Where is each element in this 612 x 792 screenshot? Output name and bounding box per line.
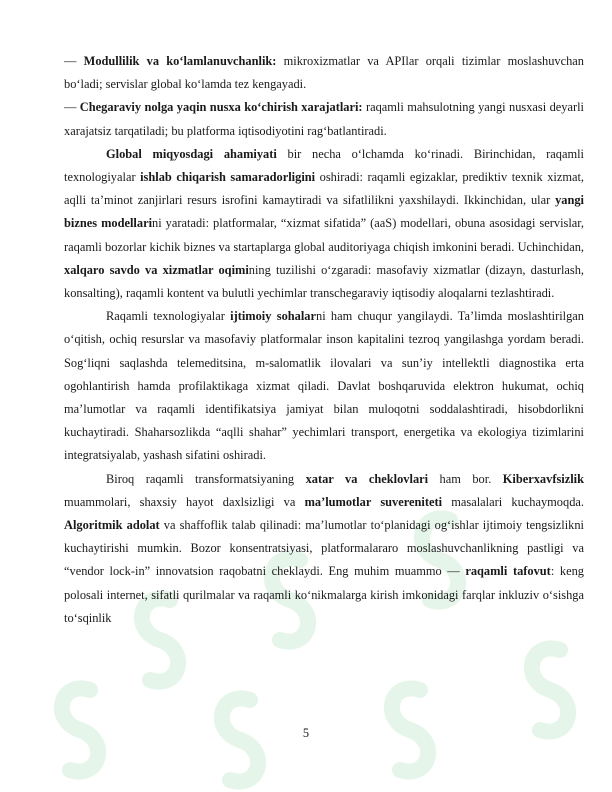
term: xalqaro savdo va xizmatlar oqimi — [64, 262, 249, 277]
term-modularity: Modullilik va ko‘lamlanuvchanlik: — [83, 54, 277, 68]
document-body — [64, 50, 584, 630]
page-number: 5 — [302, 726, 310, 740]
text: muammolari, shaxsiy hayot daxlsizligi va — [64, 494, 305, 509]
text: ni yaratadi: platformalar, “xizmat sifatida” (aaS) modellari, obuna asosidagi servislar, raqamli bozorlar kichik biznes va startaplarga global auditoriyaga chiqish imkonini beradi. Uchinchidan, — [64, 216, 584, 254]
term: Global miqyosdagi ahamiyati — [106, 146, 277, 161]
term: ishlab chiqarish samaradorligini — [140, 170, 316, 185]
paragraph-risks — [64, 468, 584, 630]
em-dash: — — [64, 100, 77, 115]
bullet-zero-copy-cost — [64, 96, 584, 142]
term: ma’lumotlar suvereniteti — [304, 494, 443, 509]
term: raqamli tafovut — [465, 564, 551, 579]
term-zero-copy-cost: Chegaraviy nolga yaqin nusxa ko‘chirish xarajatlari: — [79, 100, 363, 115]
term: Kiberxavfsizlik — [502, 471, 584, 486]
text: mikroxizmatlar va APIlar orqali tizimlar moslashuvchan bo‘ladi; servislar global ko‘lamda tez kengayadi. — [64, 54, 584, 92]
text: ni ham chuqur yangilaydi. Ta’limda moslashtirilgan o‘qitish, ochiq resurslar va masofaviy platformalar inson kapitalini tezroq yangilashga yordam beradi. Sog‘liqni saqlashda telemeditsina, m-salomatlik ilovalari va sun’iy intellektli diagnostika erta ogohlantirish hamda profilaktikaga xizmat qiladi. Davlat boshqaruvida elektron hukumat, ochiq ma’lumotlar va raqamli identifikatsiya jamiyat bilan muloqotni soddalashtiradi, hisobdorlikni kuchaytiradi. Shaharsozlikda “aqlli shahar” yechimlari transport, energetika va ekologiya tizimlarini integratsiyalab, yashash sifatini oshiradi. — [64, 309, 584, 463]
text: masalalari kuchaymoqda. — [442, 494, 584, 509]
text: oshiradi: raqamli egizaklar, prediktiv texnik xizmat, aqlli ta’minot zanjirlari resurs isrofini kamaytiradi va sifatlilikni yaxshilaydi. Ikkinchidan, ular — [64, 170, 585, 208]
text: bir necha o‘lchamda ko‘rinadi. Birinchidan, raqamli texnologiyalar — [64, 146, 584, 185]
text: va shaffoflik talab qilinadi: ma’lumotlar to‘planidagi og‘ishlar ijtimoiy tengsizlikni kuchaytirishi mumkin. Bozor konsentratsiyasi, platformalararo moslashuvchanlikning pastligi va “vendor lock-in” innovatsion raqobatni cheklaydi. Eng muhim muammo — — [64, 518, 584, 579]
bullet-modularity — [64, 50, 584, 96]
text: ning tuzilishi o‘zgaradi: masofaviy xizmatlar (dizayn, dasturlash, konsalting), raqamli kontent va bulutli yechimlar transchegaraviy iqtisodiy aloqalarni tezlashtiradi. — [64, 262, 584, 301]
paragraph-social-spheres — [64, 305, 584, 467]
term: yangi biznes modellari — [64, 193, 584, 231]
paragraph-global-significance — [64, 143, 584, 305]
text: : keng polosali internet, sifatli qurilmalar va raqamli ko‘nikmalarga kirish imkonidagi farqlar inkluziv o‘sishga to‘sqinlik — [64, 564, 584, 625]
text: raqamli mahsulotning yangi nusxasi deyarli xarajatsiz tarqatiladi; bu platforma iqtisodiyotini rag‘batlantiradi. — [64, 100, 584, 138]
em-dash: — — [64, 54, 77, 68]
term: Algoritmik adolat — [64, 518, 160, 533]
term: xatar va cheklovlari — [305, 471, 429, 486]
text: Raqamli texnologiyalar — [106, 309, 231, 324]
text: Biroq raqamli transformatsiyaning — [106, 471, 306, 486]
text: ham bor. — [428, 471, 503, 486]
term: ijtimoiy sohalar — [230, 309, 316, 324]
